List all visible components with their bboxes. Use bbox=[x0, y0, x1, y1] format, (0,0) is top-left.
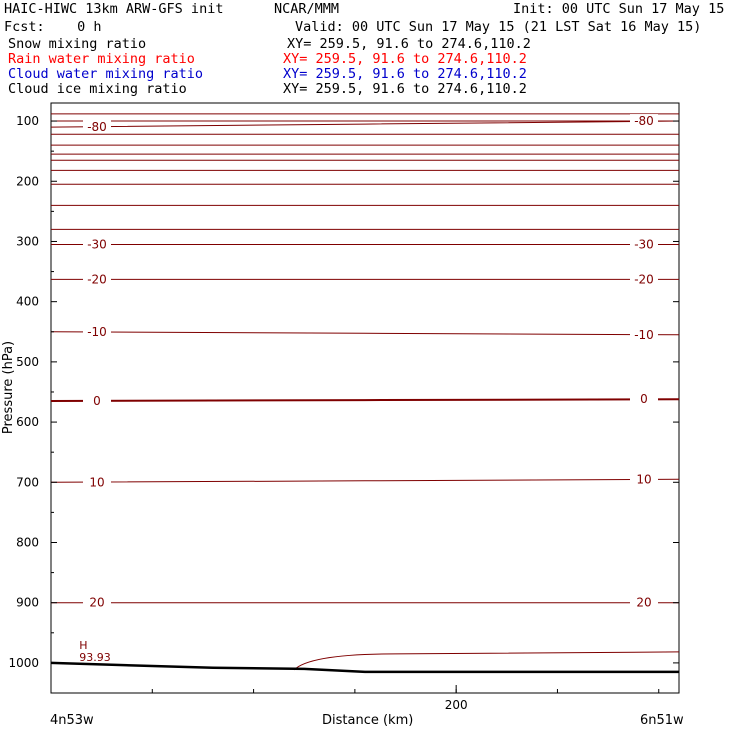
isotherm-label: 20 bbox=[89, 595, 105, 610]
isotherm-label: 20 bbox=[636, 595, 652, 610]
x-tick-label: 200 bbox=[444, 698, 468, 712]
legend-cloudwater-label: Cloud water mixing ratio bbox=[8, 66, 204, 82]
axis-ticks bbox=[8, 114, 679, 712]
y-tick-label: 200 bbox=[16, 174, 39, 189]
x-axis-label: Distance (km) bbox=[322, 713, 414, 728]
isotherm-label: -30 bbox=[634, 237, 654, 252]
isotherm-label: -10 bbox=[87, 324, 107, 339]
plot-frame bbox=[51, 103, 679, 693]
init-time: Init: 00 UTC Sun 17 May 15 bbox=[513, 1, 725, 17]
high-marker: H bbox=[79, 638, 88, 652]
center-title: NCAR/MMM bbox=[274, 1, 340, 17]
isotherm-label: -30 bbox=[87, 237, 107, 252]
y-tick-label: 900 bbox=[16, 595, 39, 610]
isotherm-contours bbox=[51, 114, 679, 670]
isotherm-label: -80 bbox=[634, 114, 654, 129]
isotherm-line bbox=[51, 479, 679, 482]
isotherm-line bbox=[51, 399, 679, 401]
isotherm-label: 0 bbox=[640, 392, 648, 407]
isotherm-label: 0 bbox=[93, 394, 101, 409]
isotherm-line bbox=[51, 332, 679, 335]
isotherm-label: 10 bbox=[89, 475, 105, 490]
terrain-surface bbox=[51, 663, 679, 672]
isotherm-label: -10 bbox=[634, 327, 654, 342]
isotherm-label: -80 bbox=[87, 120, 107, 135]
lower-contour-line bbox=[294, 652, 679, 670]
isotherm-label: 10 bbox=[636, 472, 652, 487]
legend-snow-xy: XY= 259.5, 91.6 to 274.6,110.2 bbox=[287, 36, 531, 52]
isotherm-label: -20 bbox=[634, 272, 654, 287]
legend-cloudwater-xy: XY= 259.5, 91.6 to 274.6,110.2 bbox=[283, 66, 527, 82]
isotherm-line bbox=[51, 121, 679, 127]
high-marker-value: 93.93 bbox=[79, 650, 111, 664]
valid-time: Valid: 00 UTC Sun 17 May 15 (21 LST Sat 16 May 15) bbox=[295, 19, 702, 35]
y-tick-label: 600 bbox=[16, 415, 39, 430]
legend-cloudice-label: Cloud ice mixing ratio bbox=[8, 81, 187, 97]
legend-cloudice-xy: XY= 259.5, 91.6 to 274.6,110.2 bbox=[283, 81, 527, 97]
y-tick-label: 700 bbox=[16, 475, 39, 490]
model-title: HAIC-HIWC 13km ARW-GFS init bbox=[4, 1, 224, 17]
terrain-line bbox=[51, 639, 679, 672]
legend-rain-label: Rain water mixing ratio bbox=[8, 51, 195, 67]
isotherm-label: -20 bbox=[87, 272, 107, 287]
y-tick-label: 400 bbox=[16, 294, 39, 309]
legend-rain-xy: XY= 259.5, 91.6 to 274.6,110.2 bbox=[283, 51, 527, 67]
y-axis-label: Pressure (hPa) bbox=[1, 340, 17, 435]
legend-snow-label: Snow mixing ratio bbox=[8, 36, 147, 52]
x-start-label: 4n53w bbox=[50, 713, 94, 728]
x-end-label: 6n51w bbox=[640, 713, 684, 728]
y-tick-label: 500 bbox=[16, 354, 39, 369]
y-tick-label: 100 bbox=[16, 114, 39, 129]
forecast-hour: Fcst: 0 h bbox=[4, 19, 102, 35]
y-tick-label: 300 bbox=[16, 234, 39, 249]
y-tick-label: 800 bbox=[16, 535, 39, 550]
y-tick-label: 1000 bbox=[8, 655, 39, 670]
